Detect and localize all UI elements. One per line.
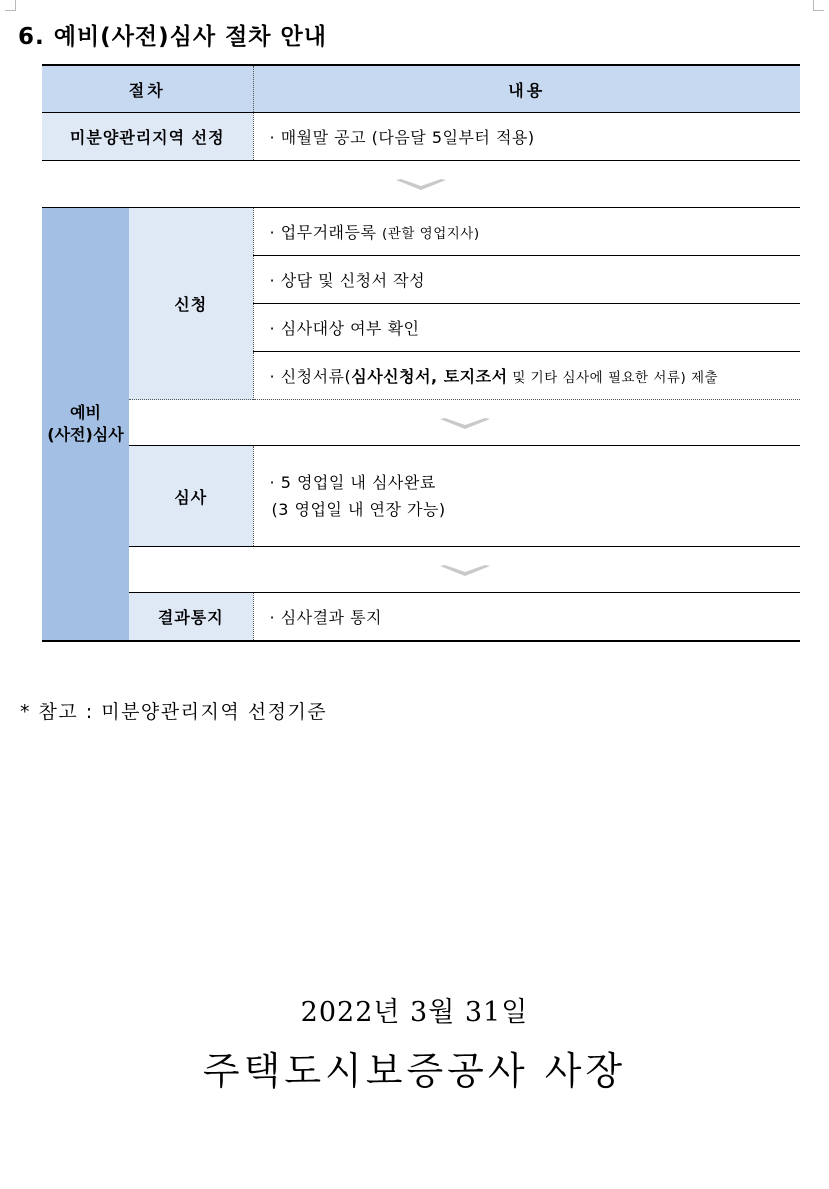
chevron-down-icon <box>440 564 490 578</box>
table-header-row <box>42 65 800 113</box>
registration-item <box>253 208 800 256</box>
flow-arrow <box>129 400 800 446</box>
consult-item: · 상담 및 신청서 작성 <box>253 256 800 304</box>
page-corner-mark-left <box>5 0 16 11</box>
documents-prefix: · 신청서류( <box>269 367 352 386</box>
prelim-review-label <box>42 208 129 641</box>
flow-arrow <box>129 547 800 593</box>
prelim-label-line2: (사전)심사 <box>47 424 124 444</box>
reference-note: * 참고 : 미분양관리지역 선정기준 <box>20 701 328 723</box>
arrow-row <box>42 161 800 208</box>
eligibility-item: · 심사대상 여부 확인 <box>253 304 800 352</box>
registration-main: · 업무거래등록 <box>269 223 377 242</box>
signature-line: 주택도시보증공사 사장 <box>202 1049 627 1093</box>
designation-label: 미분양관리지역 선정 <box>42 113 253 161</box>
review-line1: · 5 영업일 내 심사완료 <box>269 473 436 492</box>
documents-suffix: 및 기타 심사에 필요한 서류) 제출 <box>507 370 719 386</box>
chevron-down-icon <box>440 417 490 431</box>
documents-bold1: 심사신청서 <box>351 367 432 386</box>
page-corner-mark-right <box>813 0 824 11</box>
prelim-label-line1: 예비 <box>70 402 101 422</box>
review-label: 심사 <box>129 446 253 547</box>
documents-item <box>253 352 800 400</box>
table-row <box>42 593 800 641</box>
registration-sub: (관할 영업지사) <box>382 226 480 242</box>
chevron-down-icon <box>396 178 446 192</box>
documents-comma: , <box>431 367 444 386</box>
section-title: 6. 예비(사전)심사 절차 안내 <box>18 24 327 50</box>
review-line2: (3 영업일 내 연장 가능) <box>271 500 446 519</box>
designation-content: · 매월말 공고 (다음달 5일부터 적용) <box>253 113 800 161</box>
documents-bold2: 토지조서 <box>443 367 508 386</box>
result-content: · 심사결과 통지 <box>253 593 800 641</box>
document-date: 2022년 3월 31일 <box>300 997 529 1028</box>
application-label: 신청 <box>129 208 253 400</box>
flow-arrow <box>42 161 800 208</box>
header-content: 내용 <box>253 65 800 113</box>
table-row <box>42 208 800 256</box>
table-row <box>42 446 800 547</box>
review-content <box>253 446 800 547</box>
result-label: 결과통지 <box>129 593 253 641</box>
arrow-row <box>42 547 800 593</box>
header-step: 절차 <box>42 65 253 113</box>
table-row <box>42 113 800 161</box>
procedure-table <box>42 64 800 642</box>
arrow-row <box>42 400 800 446</box>
